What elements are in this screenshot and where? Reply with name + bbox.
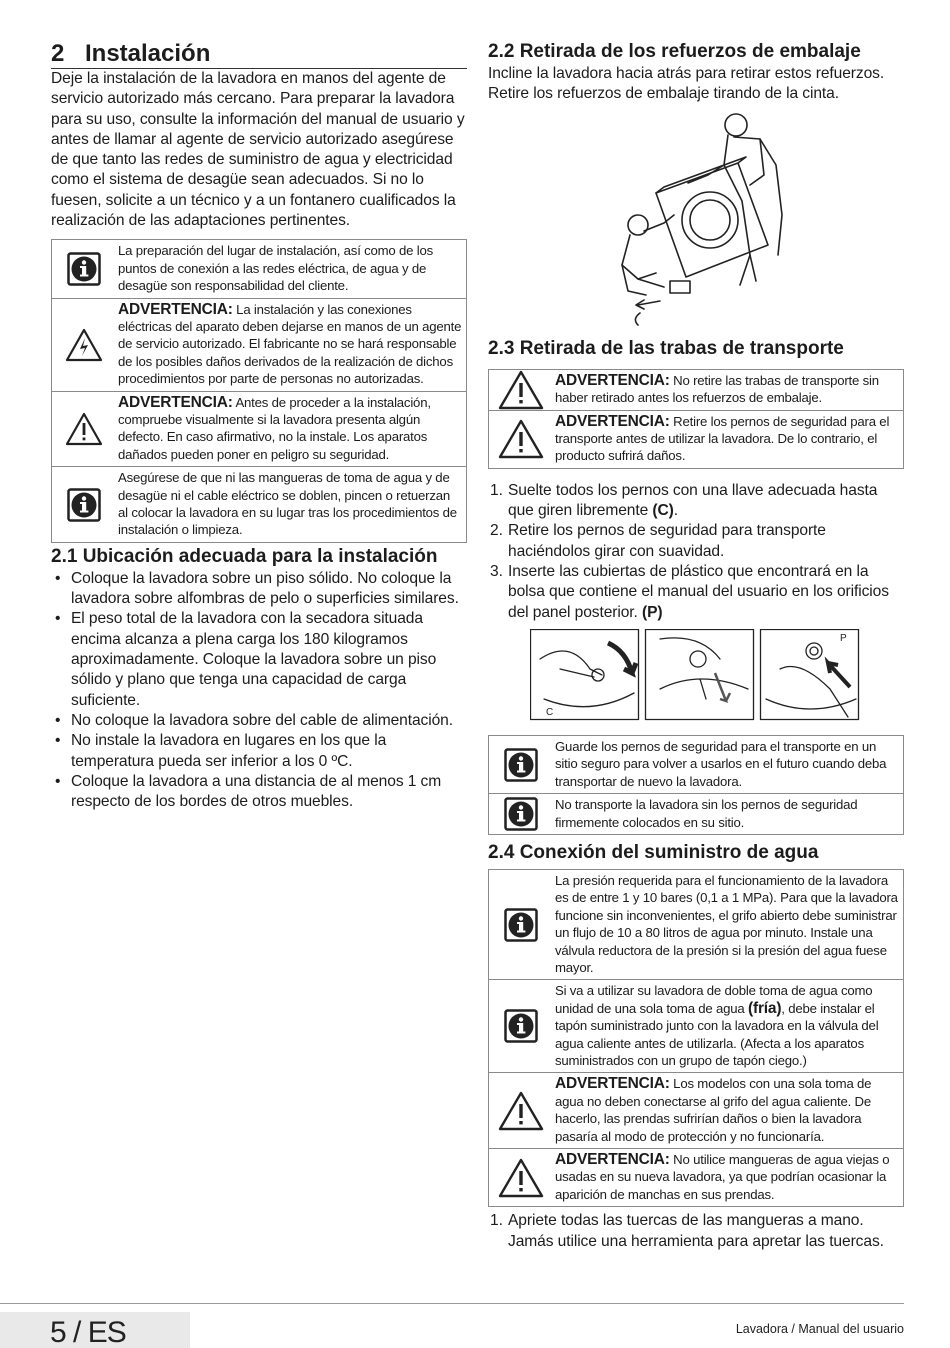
bolt-removal-illustration bbox=[530, 629, 904, 725]
list-item: 3. Inserte las cubiertas de plástico que encontrará en la bolsa que contiene el manual del usuario en los orificios del panel posterior. (P) bbox=[490, 563, 889, 621]
section-2-3-notes bbox=[488, 369, 904, 469]
note-text: La preparación del lugar de instalación, así como de los puntos de conexión a las redes eléctrica, de agua y de desagüe son responsabilidad del cliente. bbox=[118, 243, 434, 294]
section-2-1-heading: 2.1 Ubicación adecuada para la instalación bbox=[51, 545, 438, 567]
warning-label: ADVERTENCIA: bbox=[118, 300, 233, 318]
figure-label-p: P bbox=[840, 632, 847, 644]
warning-icon bbox=[489, 411, 553, 468]
section-2-2-heading: 2.2 Retirada de los refuerzos de embalaje bbox=[488, 41, 861, 62]
note-text: ADVERTENCIA: No retire las trabas de transporte sin haber retirado antes los refuerzos de embalaje. bbox=[555, 371, 879, 405]
note-text: ADVERTENCIA: Antes de proceder a la instalación, compruebe visualmente si la lavadora presenta algún defecto. En caso afirmativo, no la instale. Los aparatos dañados pueden poner en peligro su seguridad. bbox=[118, 393, 431, 462]
warning-icon bbox=[489, 1073, 553, 1148]
list-item: 2. Retire los pernos de seguridad para transporte haciéndolos girar con suavidad. bbox=[490, 522, 826, 560]
note-info-pressure bbox=[489, 870, 903, 979]
section-2-intro: Deje la instalación de la lavadora en manos del agente de servicio autorizado más cercano. Para preparar la lavadora para su uso, consulte la información del manual de usuario y antes de llamar al agente de servicio autorizado asegúrese de que tanto las redes de suministro de agua y electricidad como el sistema de desagüe sean adecuados. Si no lo fuesen, solicite a un técnico y a un fontanero cualificados la realización de las adaptaciones pertinentes. bbox=[51, 70, 465, 230]
section-2-4-notes bbox=[488, 869, 904, 1207]
note-electric-warning bbox=[52, 298, 466, 391]
note-text: ADVERTENCIA: Los modelos con una sola toma de agua no deben conectarse al grifo del agua caliente. De hacerlo, las prendas sufrirían daños o bien la lavadora pasaría al modo de protección y no funcionaría. bbox=[555, 1075, 872, 1144]
list-item: • No instale la lavadora en lugares en los que la temperatura pueda ser inferior a los 0 ºC. bbox=[51, 731, 467, 772]
info-icon bbox=[489, 736, 553, 793]
note-text: La presión requerida para el funcionamiento de la lavadora es de entre 1 y 10 bares (0,1 a 1 MPa). Para que la lavadora funcione sin inconvenientes, el grifo abierto debe suministrar un flujo de 10 a 80 litros de agua por minuto. Instale una válvula reductora de la presión si la presión del agua fuese mayor. bbox=[555, 872, 898, 975]
info-icon bbox=[489, 980, 553, 1072]
footer-divider bbox=[0, 1303, 904, 1304]
section-2-3-heading: 2.3 Retirada de las trabas de transporte bbox=[488, 337, 844, 359]
warning-label: ADVERTENCIA: bbox=[555, 1151, 670, 1169]
section-2-3-info-notes bbox=[488, 735, 904, 835]
footer-doc-title: Lavadora / Manual del usuario bbox=[735, 1322, 904, 1336]
warning-label: ADVERTENCIA: bbox=[118, 393, 233, 411]
note-text: Asegúrese de que ni las mangueras de toma de agua y de desagüe ni el cable eléctrico se doblen, pincen o retuerzan al colocar la lavadora en su lugar tras los procedimientos de instalación o limpieza. bbox=[118, 470, 457, 538]
info-icon bbox=[52, 467, 116, 542]
list-item: • No coloque la lavadora sobre del cable de alimentación. bbox=[51, 711, 467, 731]
figure-label-c: C bbox=[546, 706, 554, 718]
section-2-2-text: Incline la lavadora hacia atrás para retirar estos refuerzos. Retire los refuerzos de embalaje tirando de la cinta. bbox=[488, 65, 885, 103]
electric-hazard-icon bbox=[52, 299, 116, 391]
note-text: Si va a utilizar su lavadora de doble toma de agua como unidad de una sola toma de agua (fría), debe instalar el tapón suministrado junto con la lavadora en la válvula del agua caliente antes de utilizarla. (Afecta a los aparatos suministrados con un grupo de tapón ciego.) bbox=[555, 983, 879, 1068]
section-2-4-steps bbox=[488, 1211, 904, 1252]
note-text: ADVERTENCIA: No utilice mangueras de agua viejas o usadas en su nueva lavadora, ya que podrían ocasionar la aparición de manchas en sus prendas. bbox=[555, 1151, 890, 1202]
warning-label: ADVERTENCIA: bbox=[555, 371, 670, 389]
note-text: ADVERTENCIA: La instalación y las conexiones eléctricas del aparato deben dejarse en manos de un agente de servicio autorizado. El fabricante no se hará responsable de los posibles daños derivados de la realización de dichos procedimientos por parte de personas no autorizadas. bbox=[118, 300, 462, 387]
note-warning-old-hoses bbox=[489, 1148, 903, 1206]
note-warning-defect bbox=[52, 391, 466, 467]
section-2-3-steps bbox=[488, 481, 904, 623]
warning-icon bbox=[489, 370, 553, 410]
page-number-box bbox=[0, 1312, 190, 1348]
list-item: 1. Apriete todas las tuercas de las mangueras a mano. Jamás utilice una herramienta para apretar las tuercas. bbox=[490, 1212, 884, 1250]
section-2-notes bbox=[51, 239, 467, 543]
section-title: Instalación bbox=[85, 40, 211, 67]
info-icon bbox=[489, 870, 553, 979]
section-2-4-heading: 2.4 Conexión del suministro de agua bbox=[488, 841, 819, 863]
warning-icon bbox=[52, 392, 116, 467]
section-2-heading bbox=[51, 40, 467, 69]
note-info-keep-bolts bbox=[489, 736, 903, 793]
list-item: • Coloque la lavadora sobre un piso sólido. No coloque la lavadora sobre alfombras de pelo o superficies similares. bbox=[51, 569, 467, 610]
list-item: • El peso total de la lavadora con la secadora situada encima alcanza a plena carga los 180 kilogramos aproximadamente. Coloque la lavadora sobre un piso sólido y plano que tenga una capacidad de carga suficiente. bbox=[51, 609, 467, 710]
list-item: 1. Suelte todos los pernos con una llave adecuada hasta que giren libremente (C). bbox=[490, 481, 878, 520]
info-icon bbox=[489, 794, 553, 834]
warning-icon bbox=[489, 1149, 553, 1206]
right-column bbox=[488, 40, 904, 1252]
section-number: 2 bbox=[51, 40, 65, 67]
note-text: No transporte la lavadora sin los pernos de seguridad firmemente colocados en su sitio. bbox=[555, 797, 858, 830]
page-number: 5 / ES bbox=[50, 1316, 126, 1348]
note-info-no-transport bbox=[489, 793, 903, 834]
note-info-2 bbox=[52, 466, 466, 542]
left-column bbox=[51, 40, 467, 812]
note-warning-transport bbox=[489, 370, 903, 410]
note-text: Guarde los pernos de seguridad para el transporte en un sitio seguro para volver a usarlos en el futuro cuando deba transportar de nuevo la lavadora. bbox=[555, 738, 887, 789]
note-warning-hot-tap bbox=[489, 1072, 903, 1148]
note-warning-bolts bbox=[489, 410, 903, 468]
note-info-1 bbox=[52, 240, 466, 297]
list-item: • Coloque la lavadora a una distancia de al menos 1 cm respecto de los bordes de otros muebles. bbox=[51, 772, 467, 813]
packing-removal-illustration bbox=[488, 105, 904, 333]
note-info-single-inlet bbox=[489, 979, 903, 1072]
warning-label: ADVERTENCIA: bbox=[555, 412, 670, 430]
info-icon bbox=[52, 240, 116, 297]
warning-label: ADVERTENCIA: bbox=[555, 1075, 670, 1093]
section-2-1-list bbox=[51, 569, 467, 813]
note-text: ADVERTENCIA: Retire los pernos de seguridad para el transporte antes de utilizar la lavadora. De lo contrario, el producto sufrirá daños. bbox=[555, 412, 890, 464]
